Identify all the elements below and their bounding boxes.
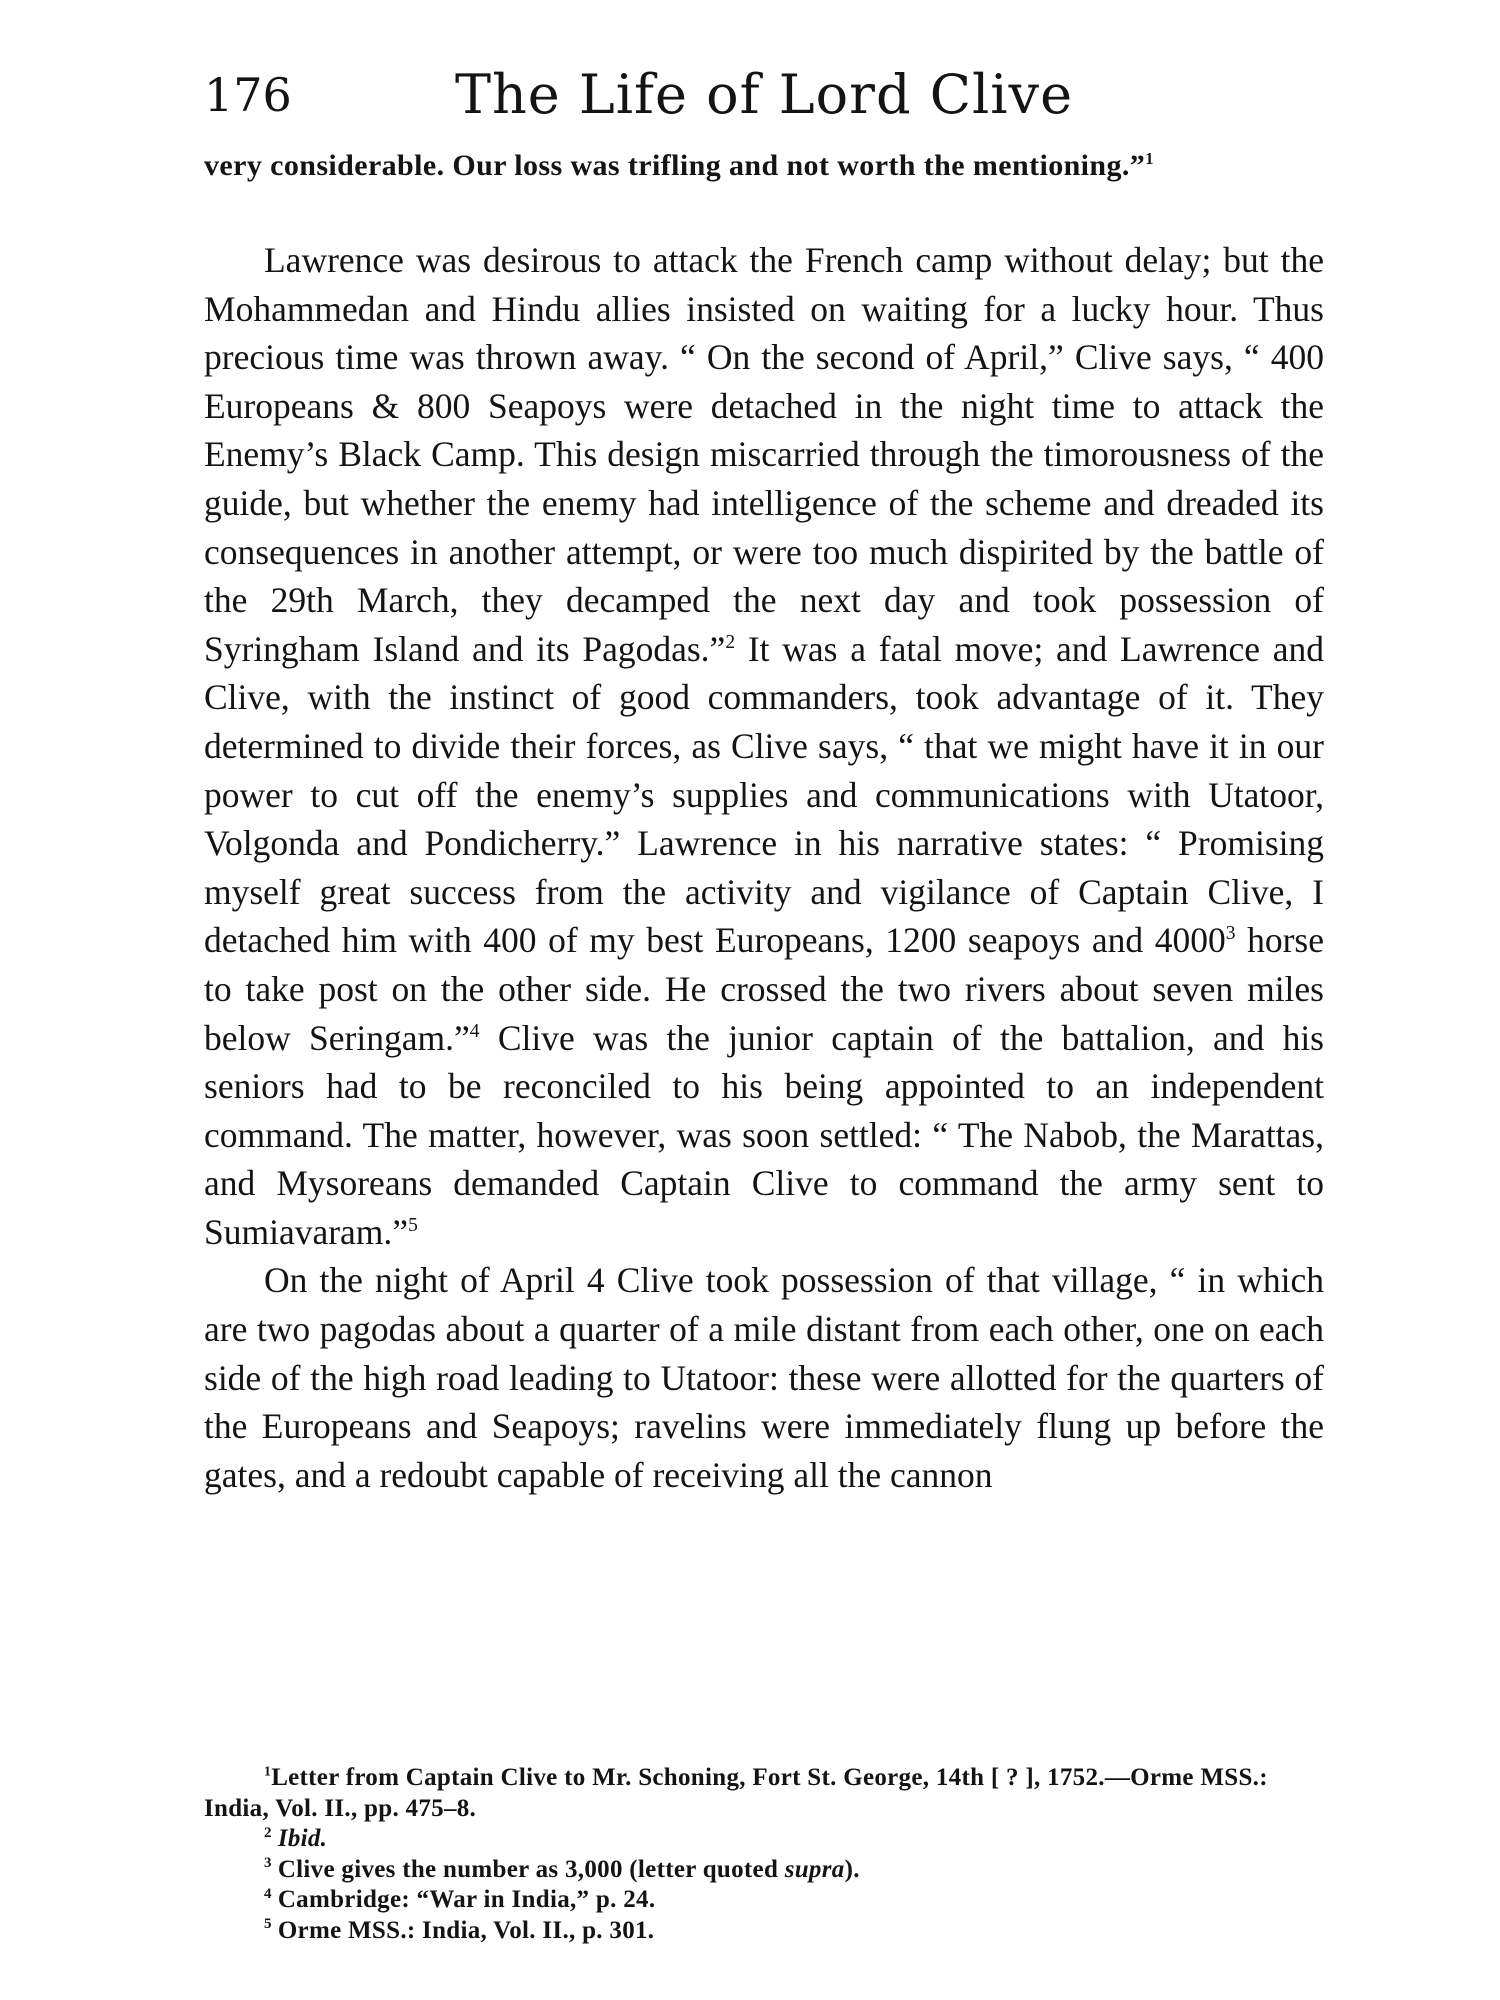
paragraph: On the night of April 4 Clive took possession of that village, “ in which are two pagodas about a quarter of a mile distant from each other, one on each side of the high road leading to Utatoor: these were allotted for the quarters of the Europeans and Seapoys; ravelins were immediately flung up before the gates, and a redoubt capable of receiving all the cannon [204,1260,1324,1495]
continued-text: very considerable. Our loss was trifling and not worth the mentioning.” [204,149,1146,182]
footnote-ref: 5 [408,1215,418,1237]
footnote [204,1763,1324,1824]
footnote-marker: 4 [264,1885,272,1902]
footnotes [204,1763,1324,1946]
running-title: The Life of Lord Clive [454,63,1074,126]
footnote-marker: 2 [264,1824,272,1841]
footnote-marker: 3 [264,1855,272,1872]
footnote-marker: 1 [264,1763,272,1779]
footnote-marker: 5 [264,1916,272,1933]
paragraph [204,236,1324,1256]
paragraph-text: Clive was the junior captain of the battalion, and his seniors had to be reconciled to his being appointed to an independent command. The matter, however, was soon settled: “ The Nabob, the Marattas, and Mysoreans demanded Captain Clive to command the army sent to Sumiavaram.” [204,1017,1324,1252]
paragraph-text: It was a fatal move; and Lawrence and Clive, with the instinct of good commanders, took advantage of it. They determined to divide their forces, as Clive says, “ that we might have it in our power to cut off the enemy’s supplies and communications with Utatoor, Volgonda and Pondicherry.” Lawrence in his narrative states: “ Promising myself great success from the activity and vigilance of Captain Clive, I detached him with 400 of my best Europeans, 1200 seapoys and 4000 [204,628,1324,961]
page-number: 176 [204,68,292,122]
footnote [204,1916,1324,1947]
footnote-text: Orme MSS.: India, Vol. II., p. 301. [277,1916,655,1944]
footnote [204,1885,1324,1916]
paragraph-text: Lawrence was desirous to attack the French camp without delay; but the Mohammedan and Hindu allies insisted on waiting for a lucky hour. Thus precious time was thrown away. “ On the second of April,” Clive says, “ 400 Europeans & 800 Seapoys were detached in the night time to attack the Enemy’s Black Camp. This design miscarried through the timorousness of the guide, but whether the enemy had intelligence of the scheme and dreaded its consequences in another attempt, or were too much dispirited by the battle of the 29th March, they decamped the next day and took possession of Syringham Island and its Pagodas.” [204,240,1324,669]
footnote-text: Cambridge: “War in India,” p. 24. [277,1886,656,1913]
footnote-text: Letter from Captain Clive to Mr. Schoning, Fort St. George, 14th [ ? ], 1752.—Orme MSS.: India, Vol. II., pp. 475–8. [204,1764,1268,1822]
footnote [204,1855,1324,1886]
footnote-text: Clive gives the number as 3,000 (letter quoted [277,1855,785,1883]
main-text [204,236,1324,1499]
footnote-ref: 1 [1145,149,1154,168]
footnote-ref: 4 [469,1020,480,1042]
footnote [204,1824,1324,1855]
footnote-ref: 2 [725,631,736,653]
footnote-text: ). [844,1855,860,1883]
footnote-text: Ibid. [277,1825,328,1852]
running-header [204,60,1324,130]
footnote-ref: 3 [1225,923,1236,945]
continued-paragraph [204,146,1324,186]
paragraph-text: horse to take post on the other side. He crossed the two rivers about seven miles below Seringam.” [204,920,1324,1058]
footnote-emphasis: supra [784,1855,845,1883]
